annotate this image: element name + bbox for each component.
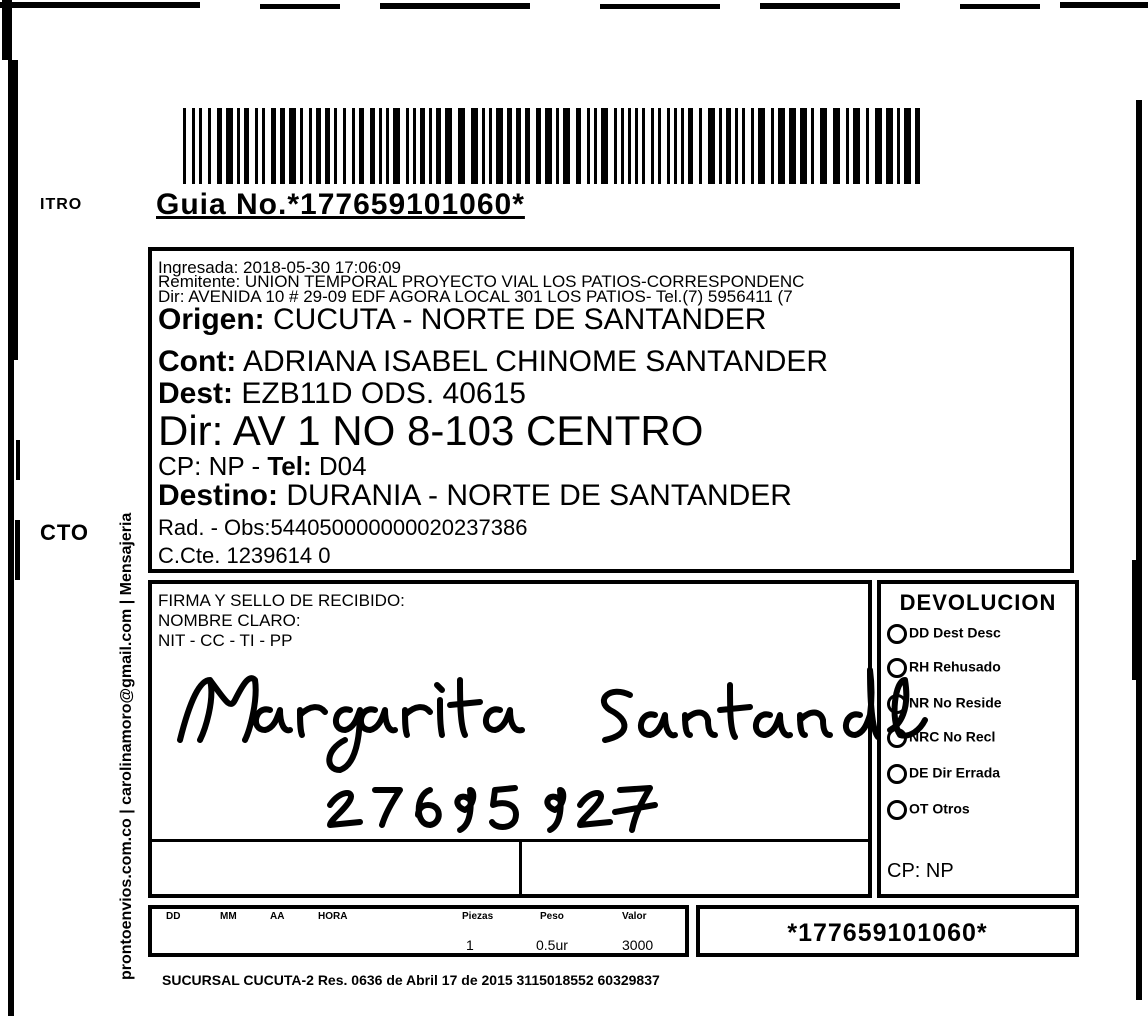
destino-value: DURANIA - NORTE DE SANTANDER [286, 479, 792, 512]
cont-value: ADRIANA ISABEL CHINOME SANTANDER [242, 345, 829, 378]
rad-obs-text: Rad. - Obs:544050000000020237386 [158, 515, 528, 540]
dest-value: EZB11D ODS. 40615 [241, 377, 526, 410]
origen-line [158, 303, 766, 337]
ingresada-text: Ingresada: 2018-05-30 17:06:09 [158, 258, 401, 277]
header-dd: DD [166, 911, 181, 922]
firma-title: FIRMA Y SELLO DE RECIBIDO: [158, 591, 405, 610]
devolucion-title: DEVOLUCION [899, 590, 1057, 615]
header-mm: MM [220, 911, 237, 922]
dev-option-de[interactable] [887, 764, 1000, 784]
header-piezas: Piezas [462, 911, 494, 922]
value-piezas: 1 [466, 937, 474, 953]
signature-bottom-row [152, 839, 868, 894]
radio-icon[interactable] [887, 728, 907, 748]
tel-label: Tel: [267, 451, 312, 481]
dev-option-dd[interactable] [887, 624, 1001, 644]
dev-option-label: NR No Reside [909, 694, 1002, 711]
value-peso: 0.5ur [536, 937, 568, 953]
cp-tel-line: CP: NP - Tel: D04 [158, 451, 367, 481]
cp-value: NP [208, 451, 245, 481]
handwritten-signature [150, 640, 950, 840]
origen-value: CUCUTA - NORTE DE SANTANDER [273, 303, 767, 336]
nit-label: NIT - CC - TI - PP [158, 631, 293, 650]
nombre-claro-label: NOMBRE CLARO: [158, 611, 301, 630]
dir-label: Dir: [158, 407, 224, 454]
date-weight-table [148, 905, 689, 957]
header-valor: Valor [622, 911, 647, 922]
destino-label: Destino: [158, 479, 278, 512]
scan-edge-left [0, 0, 24, 1016]
barcode [183, 108, 928, 184]
cp-label: CP: [158, 451, 202, 481]
radio-icon[interactable] [887, 624, 907, 644]
cont-label: Cont: [158, 345, 237, 378]
vertical-side-text: prontoenvios.com.co | carolinamoro@gmail.com | Mensajeria [118, 512, 135, 980]
dev-option-label: OT Otros [909, 800, 970, 817]
dev-option-label: RH Rehusado [909, 658, 1001, 675]
radio-icon[interactable] [887, 658, 907, 678]
header-aa: AA [270, 911, 285, 922]
origen-label: Origen: [158, 303, 265, 336]
header-hora: HORA [318, 911, 348, 922]
dest-label: Dest: [158, 377, 234, 410]
devolucion-cp: CP: NP [887, 860, 954, 882]
guia-number-box [696, 905, 1079, 957]
header-peso: Peso [540, 911, 564, 922]
side-label-1: ITRO [40, 196, 83, 213]
client-code-text: C.Cte. 1239614 0 [158, 543, 331, 568]
sender-address-text: Dir: AVENIDA 10 # 29-09 EDF AGORA LOCAL 301 LOS PATIOS- Tel.(7) 5956411 (7 [158, 287, 793, 306]
radio-icon[interactable] [887, 800, 907, 820]
scan-edge-right [1130, 0, 1148, 1016]
devolucion-box [877, 580, 1079, 898]
dev-option-nrc[interactable] [887, 728, 995, 748]
value-valor: 3000 [622, 937, 654, 953]
dir-line [158, 407, 703, 455]
dev-option-label: DD Dest Desc [909, 624, 1001, 641]
destino-line [158, 479, 792, 513]
dir-value: AV 1 NO 8-103 CENTRO [232, 407, 704, 454]
dev-option-rh[interactable] [887, 658, 1001, 678]
tel-value: D04 [318, 451, 367, 481]
dest-line [158, 377, 526, 411]
shipping-info-box [148, 247, 1074, 573]
radio-icon[interactable] [887, 764, 907, 784]
guia-number-header: Guia No.*177659101060* [156, 188, 525, 221]
dev-option-label: DE Dir Errada [909, 764, 1001, 781]
guia-number-large: *177659101060* [787, 919, 988, 947]
remitente-text: Remitente: UNION TEMPORAL PROYECTO VIAL LOS PATIOS-CORRESPONDENC [158, 272, 805, 291]
radio-icon[interactable] [887, 694, 907, 714]
signature-row-divider [519, 842, 522, 894]
dev-option-label: NRC No Recl [909, 728, 996, 745]
footer-text: SUCURSAL CUCUTA-2 Res. 0636 de Abril 17 de 2015 3115018552 60329837 [162, 972, 660, 988]
cont-line [158, 345, 828, 379]
dev-option-nr[interactable] [887, 694, 1002, 714]
scan-edge-top [0, 0, 1148, 14]
side-label-2: CTO [40, 520, 90, 545]
dev-option-ot[interactable] [887, 800, 970, 820]
